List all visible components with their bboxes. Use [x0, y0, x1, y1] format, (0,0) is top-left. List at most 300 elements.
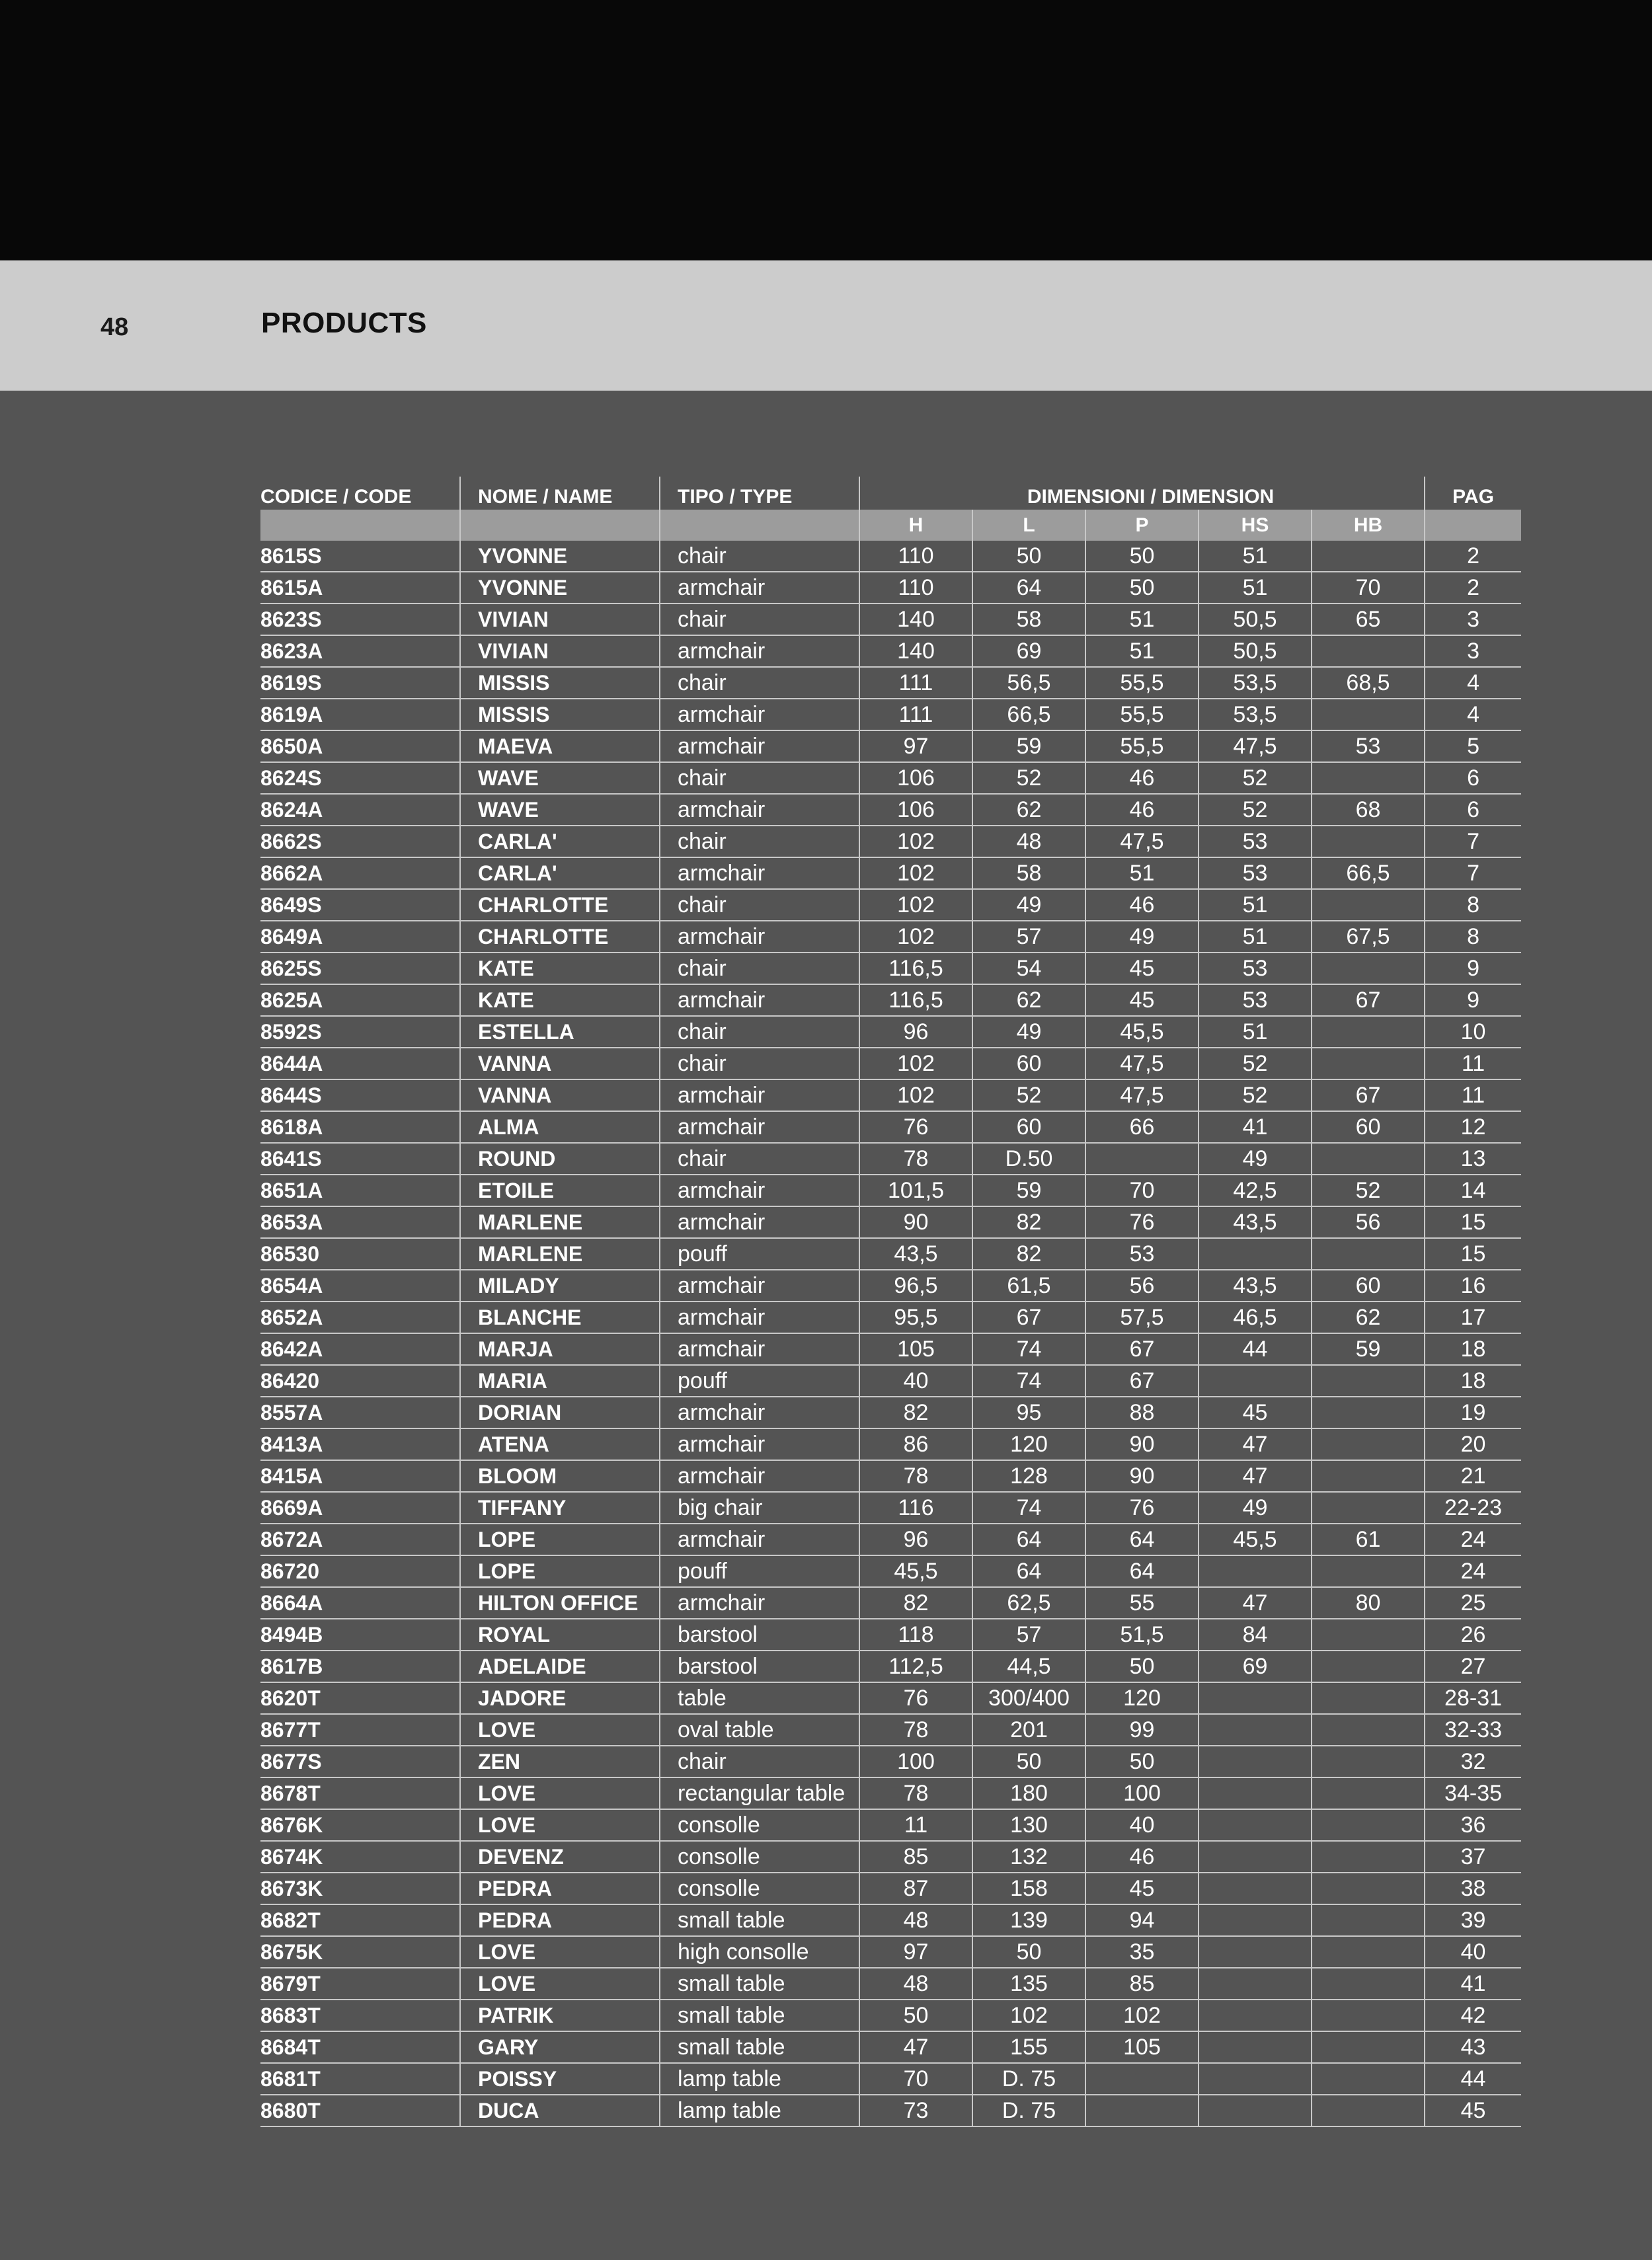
product-name: KATE — [460, 984, 660, 1016]
dim-p: 50 — [1085, 1651, 1199, 1682]
product-type: oval table — [660, 1714, 859, 1746]
dim-l: 60 — [972, 1048, 1085, 1079]
dim-h: 106 — [859, 762, 972, 794]
dim-p: 51 — [1085, 857, 1199, 889]
product-code: 8654A — [260, 1270, 460, 1302]
product-type: armchair — [660, 1428, 859, 1460]
dim-h: 76 — [859, 1682, 972, 1714]
dim-hs: 47 — [1199, 1428, 1312, 1460]
dim-h: 78 — [859, 1460, 972, 1492]
dim-hb — [1312, 1809, 1425, 1841]
dim-l: 60 — [972, 1111, 1085, 1143]
product-code: 8677S — [260, 1746, 460, 1777]
product-code: 8662A — [260, 857, 460, 889]
product-name: LOPE — [460, 1555, 660, 1587]
dim-hs: 47 — [1199, 1460, 1312, 1492]
dim-hb — [1312, 1365, 1425, 1397]
dim-hb — [1312, 1746, 1425, 1777]
dim-p: 120 — [1085, 1682, 1199, 1714]
product-name: BLOOM — [460, 1460, 660, 1492]
page-ref: 7 — [1425, 857, 1521, 889]
page-ref: 42 — [1425, 2000, 1521, 2031]
product-type: armchair — [660, 857, 859, 889]
dim-p: 90 — [1085, 1460, 1199, 1492]
product-name: LOVE — [460, 1777, 660, 1809]
product-name: MARIA — [460, 1365, 660, 1397]
dim-l: 69 — [972, 635, 1085, 667]
product-type: barstool — [660, 1619, 859, 1651]
table-row — [260, 1524, 1521, 1555]
dim-l: 139 — [972, 1904, 1085, 1936]
dim-h: 43,5 — [859, 1238, 972, 1270]
table-row — [260, 572, 1521, 604]
dim-hb: 67 — [1312, 984, 1425, 1016]
dim-hs — [1199, 1809, 1312, 1841]
page-ref: 43 — [1425, 2031, 1521, 2063]
dim-hs: 46,5 — [1199, 1302, 1312, 1333]
product-name: KATE — [460, 953, 660, 984]
product-type: barstool — [660, 1651, 859, 1682]
dim-h: 70 — [859, 2063, 972, 2095]
dim-h: 78 — [859, 1143, 972, 1175]
product-name: LOPE — [460, 1524, 660, 1555]
dim-hs: 43,5 — [1199, 1206, 1312, 1238]
dim-hb — [1312, 1397, 1425, 1428]
dim-p: 35 — [1085, 1936, 1199, 1968]
dim-p: 64 — [1085, 1555, 1199, 1587]
product-type: small table — [660, 2031, 859, 2063]
table-row — [260, 2000, 1521, 2031]
product-code: 8624A — [260, 794, 460, 826]
product-type: armchair — [660, 699, 859, 730]
dim-p: 47,5 — [1085, 1079, 1199, 1111]
dim-p: 70 — [1085, 1175, 1199, 1206]
dim-h: 50 — [859, 2000, 972, 2031]
dim-hs — [1199, 2031, 1312, 2063]
page-ref: 12 — [1425, 1111, 1521, 1143]
dim-h: 118 — [859, 1619, 972, 1651]
page-ref: 28-31 — [1425, 1682, 1521, 1714]
product-type: chair — [660, 889, 859, 921]
page-ref: 14 — [1425, 1175, 1521, 1206]
table-row — [260, 2031, 1521, 2063]
page-title: PRODUCTS — [261, 307, 427, 339]
table-row — [260, 1492, 1521, 1524]
dim-hs — [1199, 1365, 1312, 1397]
table-row — [260, 1238, 1521, 1270]
product-type: armchair — [660, 984, 859, 1016]
dim-p: 67 — [1085, 1333, 1199, 1365]
dim-hb — [1312, 1841, 1425, 1873]
product-name: MARLENE — [460, 1206, 660, 1238]
product-name: PEDRA — [460, 1873, 660, 1904]
dim-h: 116,5 — [859, 953, 972, 984]
product-code: 8653A — [260, 1206, 460, 1238]
dim-hs — [1199, 1873, 1312, 1904]
dim-hs — [1199, 2063, 1312, 2095]
product-name: ETOILE — [460, 1175, 660, 1206]
table-row — [260, 541, 1521, 572]
product-type: chair — [660, 604, 859, 635]
product-type: armchair — [660, 1270, 859, 1302]
subheader-p: P — [1085, 510, 1199, 541]
table-row — [260, 1936, 1521, 1968]
page-ref: 6 — [1425, 762, 1521, 794]
dim-p: 56 — [1085, 1270, 1199, 1302]
dim-hb — [1312, 826, 1425, 857]
page-ref: 9 — [1425, 953, 1521, 984]
subheader-empty — [660, 510, 859, 541]
table-row — [260, 1619, 1521, 1651]
product-name: GARY — [460, 2031, 660, 2063]
product-type: armchair — [660, 1460, 859, 1492]
dim-hs: 43,5 — [1199, 1270, 1312, 1302]
dim-h: 95,5 — [859, 1302, 972, 1333]
subheader-hb: HB — [1312, 510, 1425, 541]
dim-l: D. 75 — [972, 2095, 1085, 2126]
table-row — [260, 826, 1521, 857]
table-header-row — [260, 477, 1521, 510]
dim-h: 48 — [859, 1904, 972, 1936]
dim-hs — [1199, 1555, 1312, 1587]
dim-l: 58 — [972, 857, 1085, 889]
dim-hs — [1199, 1936, 1312, 1968]
table-row — [260, 1873, 1521, 1904]
dim-h: 116 — [859, 1492, 972, 1524]
table-row — [260, 667, 1521, 699]
dim-hb — [1312, 889, 1425, 921]
subheader-empty — [460, 510, 660, 541]
product-type: small table — [660, 1904, 859, 1936]
product-type: lamp table — [660, 2095, 859, 2126]
table-row — [260, 1079, 1521, 1111]
dim-hs: 42,5 — [1199, 1175, 1312, 1206]
product-code: 8678T — [260, 1777, 460, 1809]
dim-l: 74 — [972, 1365, 1085, 1397]
page-ref: 3 — [1425, 635, 1521, 667]
product-code: 8413A — [260, 1428, 460, 1460]
product-type: pouff — [660, 1238, 859, 1270]
product-type: consolle — [660, 1873, 859, 1904]
dim-hb — [1312, 1968, 1425, 2000]
page-ref: 26 — [1425, 1619, 1521, 1651]
product-code: 8615S — [260, 541, 460, 572]
dim-hs: 45 — [1199, 1397, 1312, 1428]
product-type: armchair — [660, 1333, 859, 1365]
page-ref: 11 — [1425, 1079, 1521, 1111]
dim-p: 55 — [1085, 1587, 1199, 1619]
table-row — [260, 1397, 1521, 1428]
page-ref: 20 — [1425, 1428, 1521, 1460]
product-code: 8662S — [260, 826, 460, 857]
dim-h: 82 — [859, 1587, 972, 1619]
table-row — [260, 635, 1521, 667]
product-code: 8618A — [260, 1111, 460, 1143]
table-row — [260, 1904, 1521, 1936]
dim-p: 51 — [1085, 635, 1199, 667]
product-code: 8681T — [260, 2063, 460, 2095]
product-name: VIVIAN — [460, 635, 660, 667]
page-ref: 2 — [1425, 541, 1521, 572]
product-type: chair — [660, 1746, 859, 1777]
table-row — [260, 1302, 1521, 1333]
page-ref: 11 — [1425, 1048, 1521, 1079]
product-code: 8664A — [260, 1587, 460, 1619]
table-row — [260, 1587, 1521, 1619]
dim-p: 53 — [1085, 1238, 1199, 1270]
dim-l: 59 — [972, 730, 1085, 762]
dim-hs — [1199, 2095, 1312, 2126]
dim-hs: 41 — [1199, 1111, 1312, 1143]
product-type: armchair — [660, 794, 859, 826]
product-type: high consolle — [660, 1936, 859, 1968]
product-code: 8617B — [260, 1651, 460, 1682]
product-code: 8644S — [260, 1079, 460, 1111]
dim-hb — [1312, 1682, 1425, 1714]
product-name: WAVE — [460, 762, 660, 794]
product-type: consolle — [660, 1809, 859, 1841]
product-code: 8682T — [260, 1904, 460, 1936]
product-code: 8625A — [260, 984, 460, 1016]
product-code: 8672A — [260, 1524, 460, 1555]
product-code: 8623S — [260, 604, 460, 635]
dim-h: 78 — [859, 1777, 972, 1809]
page-ref: 40 — [1425, 1936, 1521, 1968]
dim-hs: 53,5 — [1199, 667, 1312, 699]
product-type: pouff — [660, 1555, 859, 1587]
dim-l: 120 — [972, 1428, 1085, 1460]
dim-p: 88 — [1085, 1397, 1199, 1428]
dim-l: 130 — [972, 1809, 1085, 1841]
dim-hs: 47 — [1199, 1587, 1312, 1619]
product-code: 8652A — [260, 1302, 460, 1333]
dim-p: 55,5 — [1085, 667, 1199, 699]
product-type: chair — [660, 1048, 859, 1079]
dim-hs: 84 — [1199, 1619, 1312, 1651]
dim-p — [1085, 2063, 1199, 2095]
table-row — [260, 762, 1521, 794]
dim-l: 57 — [972, 921, 1085, 953]
dim-h: 102 — [859, 857, 972, 889]
page-ref: 36 — [1425, 1809, 1521, 1841]
product-code: 8642A — [260, 1333, 460, 1365]
page-ref: 3 — [1425, 604, 1521, 635]
dim-p: 66 — [1085, 1111, 1199, 1143]
header-name: NOME / NAME — [460, 477, 660, 510]
dim-l: 56,5 — [972, 667, 1085, 699]
product-code: 8679T — [260, 1968, 460, 2000]
dim-p: 100 — [1085, 1777, 1199, 1809]
product-type: chair — [660, 1143, 859, 1175]
dim-h: 140 — [859, 635, 972, 667]
dim-h: 110 — [859, 541, 972, 572]
dim-h: 106 — [859, 794, 972, 826]
product-name: MARJA — [460, 1333, 660, 1365]
page-ref: 39 — [1425, 1904, 1521, 1936]
product-code: 8623A — [260, 635, 460, 667]
product-code: 8673K — [260, 1873, 460, 1904]
dim-hs: 44 — [1199, 1333, 1312, 1365]
product-code: 8619A — [260, 699, 460, 730]
product-name: DEVENZ — [460, 1841, 660, 1873]
page-ref: 4 — [1425, 699, 1521, 730]
dim-h: 102 — [859, 889, 972, 921]
dim-p: 47,5 — [1085, 826, 1199, 857]
table-row — [260, 1111, 1521, 1143]
header-code: CODICE / CODE — [260, 486, 412, 508]
dim-l: 82 — [972, 1238, 1085, 1270]
product-code: 8625S — [260, 953, 460, 984]
dim-hb — [1312, 2031, 1425, 2063]
page-ref: 6 — [1425, 794, 1521, 826]
dim-p: 55,5 — [1085, 699, 1199, 730]
dim-hs: 52 — [1199, 1079, 1312, 1111]
dim-hs: 47,5 — [1199, 730, 1312, 762]
product-name: LOVE — [460, 1809, 660, 1841]
header-dimensions: DIMENSIONI / DIMENSION — [859, 477, 1425, 510]
dim-l: 67 — [972, 1302, 1085, 1333]
product-type: armchair — [660, 921, 859, 953]
dim-h: 87 — [859, 1873, 972, 1904]
dim-hb: 66,5 — [1312, 857, 1425, 889]
dim-hs: 53 — [1199, 857, 1312, 889]
page-number: 48 — [100, 313, 129, 341]
dim-l: D.50 — [972, 1143, 1085, 1175]
table-row — [260, 730, 1521, 762]
product-name: ROUND — [460, 1143, 660, 1175]
page-ref: 24 — [1425, 1524, 1521, 1555]
dim-p: 102 — [1085, 2000, 1199, 2031]
table-row — [260, 1016, 1521, 1048]
dim-hs — [1199, 1682, 1312, 1714]
dim-hs — [1199, 1904, 1312, 1936]
dim-h: 82 — [859, 1397, 972, 1428]
dim-l: 52 — [972, 1079, 1085, 1111]
dim-hb — [1312, 1016, 1425, 1048]
dim-hb — [1312, 1460, 1425, 1492]
header-type: TIPO / TYPE — [660, 477, 859, 510]
product-type: big chair — [660, 1492, 859, 1524]
table-row — [260, 1809, 1521, 1841]
dim-p: 67 — [1085, 1365, 1199, 1397]
product-type: chair — [660, 762, 859, 794]
page-ref: 16 — [1425, 1270, 1521, 1302]
dim-h: 140 — [859, 604, 972, 635]
dim-hb — [1312, 1048, 1425, 1079]
dim-hb: 61 — [1312, 1524, 1425, 1555]
page-ref: 17 — [1425, 1302, 1521, 1333]
table-row — [260, 984, 1521, 1016]
dim-p: 45 — [1085, 1873, 1199, 1904]
page-ref: 18 — [1425, 1333, 1521, 1365]
product-name: BLANCHE — [460, 1302, 660, 1333]
page-ref: 44 — [1425, 2063, 1521, 2095]
dim-l: 50 — [972, 541, 1085, 572]
dim-hb — [1312, 1873, 1425, 1904]
dim-h: 90 — [859, 1206, 972, 1238]
dim-hb: 60 — [1312, 1270, 1425, 1302]
dim-h: 102 — [859, 1079, 972, 1111]
dim-p: 46 — [1085, 794, 1199, 826]
table-body — [260, 541, 1521, 2126]
table-row — [260, 953, 1521, 984]
table-row — [260, 1333, 1521, 1365]
product-name: ESTELLA — [460, 1016, 660, 1048]
header-band — [0, 260, 1652, 391]
dim-p: 55,5 — [1085, 730, 1199, 762]
dim-p: 46 — [1085, 1841, 1199, 1873]
product-name: ZEN — [460, 1746, 660, 1777]
dim-l: 155 — [972, 2031, 1085, 2063]
page-ref: 5 — [1425, 730, 1521, 762]
dim-p: 45 — [1085, 953, 1199, 984]
dim-hb — [1312, 1714, 1425, 1746]
table-row — [260, 604, 1521, 635]
dim-h: 110 — [859, 572, 972, 604]
dim-p: 51,5 — [1085, 1619, 1199, 1651]
dim-hs — [1199, 1841, 1312, 1873]
product-code: 8650A — [260, 730, 460, 762]
dim-p: 76 — [1085, 1492, 1199, 1524]
dim-h: 100 — [859, 1746, 972, 1777]
product-name: CHARLOTTE — [460, 921, 660, 953]
dim-hb: 62 — [1312, 1302, 1425, 1333]
dim-h: 97 — [859, 730, 972, 762]
dim-l: 44,5 — [972, 1651, 1085, 1682]
dim-hs: 53,5 — [1199, 699, 1312, 730]
dim-hb — [1312, 762, 1425, 794]
dim-p — [1085, 2095, 1199, 2126]
product-name: VANNA — [460, 1079, 660, 1111]
dim-p: 85 — [1085, 1968, 1199, 2000]
dim-h: 11 — [859, 1809, 972, 1841]
dim-h: 40 — [859, 1365, 972, 1397]
product-code: 8683T — [260, 2000, 460, 2031]
product-type: armchair — [660, 1587, 859, 1619]
page-ref: 7 — [1425, 826, 1521, 857]
dim-hs: 53 — [1199, 953, 1312, 984]
dim-l: 95 — [972, 1397, 1085, 1428]
dim-hs: 45,5 — [1199, 1524, 1312, 1555]
product-type: chair — [660, 1016, 859, 1048]
page-ref: 8 — [1425, 921, 1521, 953]
dim-hb — [1312, 1428, 1425, 1460]
product-name: DORIAN — [460, 1397, 660, 1428]
product-name: DUCA — [460, 2095, 660, 2126]
table-row — [260, 1777, 1521, 1809]
dim-hb — [1312, 1777, 1425, 1809]
product-type: chair — [660, 667, 859, 699]
product-type: consolle — [660, 1841, 859, 1873]
table-row — [260, 794, 1521, 826]
top-black-band — [0, 0, 1652, 260]
dim-hb — [1312, 699, 1425, 730]
dim-hb — [1312, 1904, 1425, 1936]
product-code: 8651A — [260, 1175, 460, 1206]
product-name: ROYAL — [460, 1619, 660, 1651]
dim-l: 64 — [972, 572, 1085, 604]
dim-p: 90 — [1085, 1428, 1199, 1460]
table-row — [260, 2095, 1521, 2126]
product-type: rectangular table — [660, 1777, 859, 1809]
product-name: CARLA' — [460, 857, 660, 889]
table-row — [260, 857, 1521, 889]
product-code: 8684T — [260, 2031, 460, 2063]
page-ref: 25 — [1425, 1587, 1521, 1619]
dim-hb: 68 — [1312, 794, 1425, 826]
product-type: armchair — [660, 1397, 859, 1428]
dim-l: 66,5 — [972, 699, 1085, 730]
